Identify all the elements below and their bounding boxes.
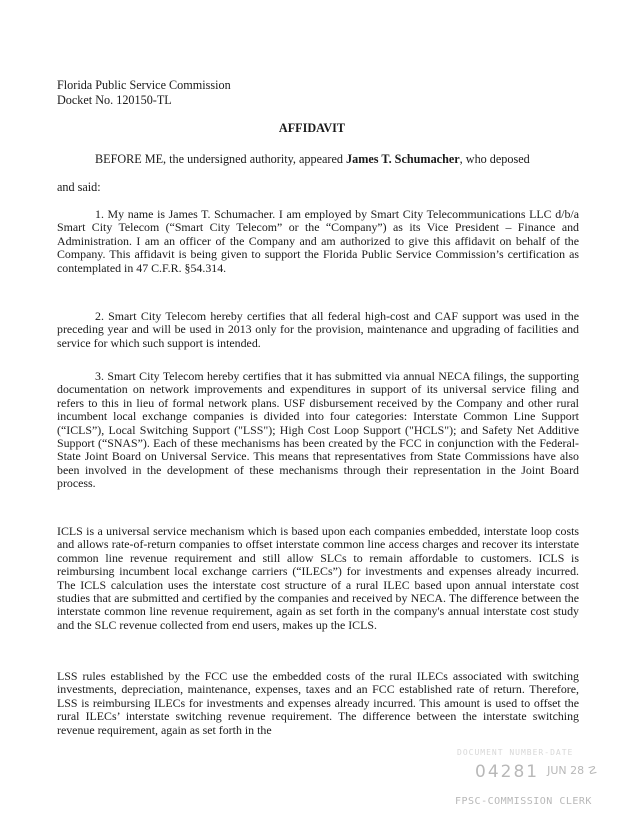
intro-post: , who deposed (459, 152, 530, 166)
docket-number: Docket No. 120150-TL (57, 93, 172, 107)
intro-continuation: and said: (57, 180, 101, 194)
paragraph-lss: LSS rules established by the FCC use the embedded costs of the rural ILECs associated with switching investments, depreciation, maintenance, expenses, taxes and an FCC established rate of return. Therefore, LSS is reimbursing ILECs for investments and expenses already incurred. This amount is used to offset the rural ILECs’ interstate switching revenue requirement. The difference between the interstate switching revenue requirement, again as set forth in the (57, 669, 579, 737)
intro-line (95, 152, 530, 167)
stamp-date: JUN 28 ☡ (547, 764, 598, 777)
docket-header (57, 78, 231, 108)
paragraph-2: 2. Smart City Telecom hereby certifies that all federal high-cost and CAF support was used in the preceding year and will be used in 2013 only for the provision, maintenance and upgrading of facilities and service for which such support is intended. (57, 309, 579, 350)
stamp-number-date (475, 762, 597, 782)
commission-name: Florida Public Service Commission (57, 78, 231, 92)
affiant-name: James T. Schumacher (346, 152, 460, 166)
intro-pre: BEFORE ME, the undersigned authority, appeared (95, 152, 347, 166)
clerk-stamp (455, 748, 605, 818)
paragraph-1: 1. My name is James T. Schumacher. I am employed by Smart City Telecommunications LLC d/b/a Smart City Telecom (“Smart City Telecom” or the “Company”) as its Vice President – Finance and Administration. I am an officer of the Company and am authorized to give this affidavit on behalf of the Company. This affidavit is being given to support the Florida Public Service Commission’s certification as contemplated in 47 C.F.R. §54.314. (57, 207, 579, 275)
stamp-label: DOCUMENT NUMBER-DATE (457, 748, 574, 757)
paragraph-icls: ICLS is a universal service mechanism which is based upon each companies embedded, interstate loop costs and allows rate-of-return companies to offset interstate common line access charges and recover its interstate common line revenue requirement and still allow SLCs to remain affordable to customers. ICLS is reimbursing incumbent local exchange carriers (“ILECs”) for investments and expenses already incurred. The ICLS calculation uses the interstate cost structure of a rural ILEC based upon annual interstate cost studies that are submitted and certified by the companies and received by NECA. The difference between the interstate common line revenue requirement, again as set forth in the company's annual interstate cost study and the SLC revenue collected from end users, makes up the ICLS. (57, 524, 579, 632)
stamp-clerk: FPSC-COMMISSION CLERK (455, 796, 592, 807)
document-title: AFFIDAVIT (278, 121, 346, 135)
paragraph-3: 3. Smart City Telecom hereby certifies that it has submitted via annual NECA filings, the supporting documentation on network improvements and expenditures in support of its universal service filing and refers to this in lieu of formal network plans. USF disbursement received by the Company and other rural incumbent local exchange companies is divided into four categories: Interstate Common Line Support (“ICLS”), Local Switching Support ("LSS"); High Cost Loop Support ("HCLS"); and Safety Net Additive Support (“SNAS”). Each of these mechanisms has been created by the FCC in conjunction with the Federal-State Joint Board on Universal Service. This means that representatives from State Commissions have also been involved in the development of these mechanisms through their representation in the Joint Board process. (57, 369, 579, 491)
stamp-number: 04281 (475, 762, 540, 782)
